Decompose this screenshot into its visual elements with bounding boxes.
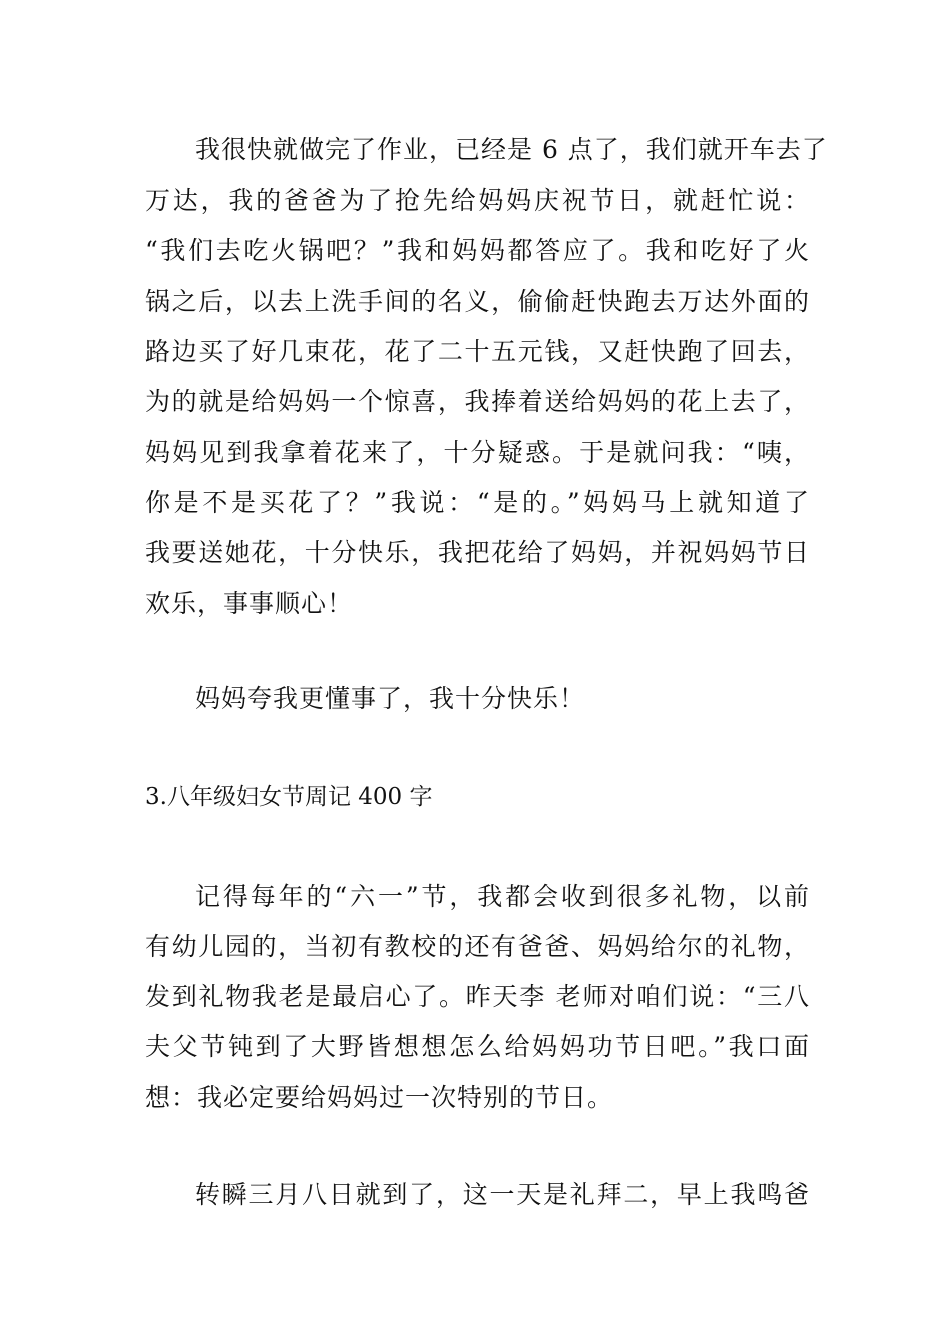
paragraph-1-line-5: 路边买了好几束花，花了二十五元钱，又赶快跑了回去，	[145, 337, 810, 366]
paragraph-3-line-2: 有幼儿园的，当初有教校的还有爸爸、妈妈给尔的礼物，	[145, 932, 810, 961]
paragraph-1-line-8: 你是不是买花了？”我说：“是的。”妈妈马上就知道了	[145, 488, 810, 517]
paragraph-3-line-5: 想：我必定要给妈妈过一次特别的节日。	[145, 1083, 614, 1112]
paragraph-3-line-4: 夫父节钝到了大野皆想想怎么给妈妈功节日吧。”我口面	[145, 1032, 810, 1061]
section-heading: 3.八年级妇女节周记 400 字	[145, 784, 433, 810]
paragraph-1-line-10: 欢乐，事事顺心！	[145, 589, 354, 618]
paragraph-1-line-6: 为的就是给妈妈一个惊喜，我捧着送给妈妈的花上去了，	[145, 387, 810, 416]
paragraph-1-line-2: 万达，我的爸爸为了抢先给妈妈庆祝节日，就赶忙说：	[145, 186, 810, 215]
paragraph-4-line-1: 转瞬三月八日就到了，这一天是礼拜二，早上我鸣爸	[195, 1180, 810, 1209]
paragraph-3-line-1: 记得每年的“六一”节，我都会收到很多礼物，以前	[195, 882, 810, 911]
paragraph-1-line-9: 我要送她花，十分快乐，我把花给了妈妈，并祝妈妈节日	[145, 538, 810, 567]
paragraph-1-line-1: 我很快就做完了作业，已经是 6 点了，我们就开车去了	[195, 135, 828, 164]
paragraph-2-line-1: 妈妈夸我更懂事了，我十分快乐！	[195, 684, 586, 713]
paragraph-1-line-3: “我们去吃火锅吧？”我和妈妈都答应了。我和吃好了火	[145, 236, 810, 265]
paragraph-1-line-4: 锅之后，以去上洗手间的名义，偷偷赶快跑去万达外面的	[145, 287, 810, 316]
paragraph-3-line-3: 发到礼物我老是最启心了。昨天李 老师对咱们说：“三八	[145, 982, 810, 1011]
paragraph-1-line-7: 妈妈见到我拿着花来了，十分疑惑。于是就问我：“咦，	[145, 438, 810, 467]
